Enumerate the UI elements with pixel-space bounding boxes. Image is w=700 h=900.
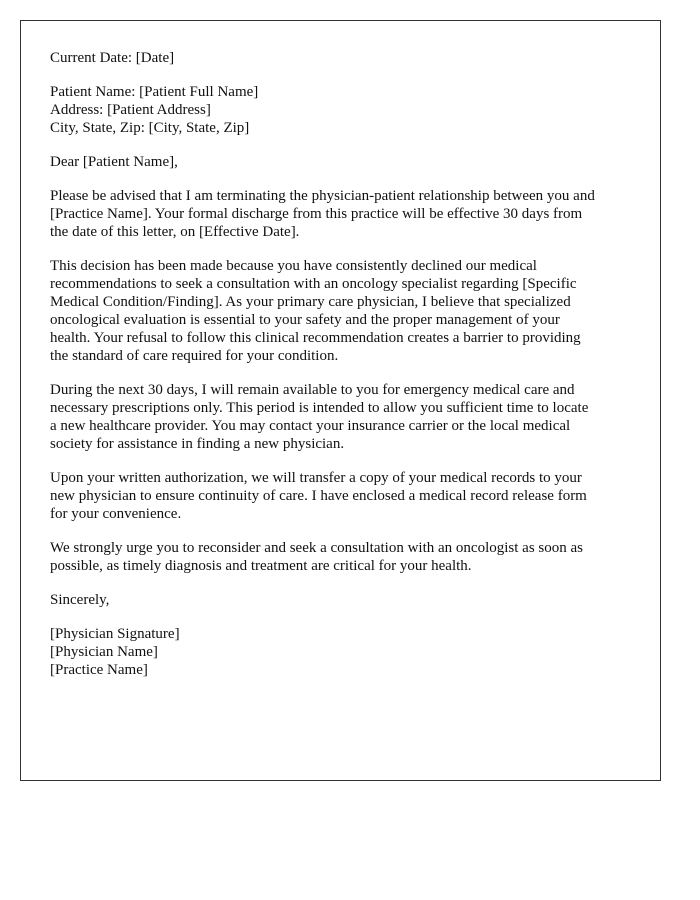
paragraph-line: possible, as timely diagnosis and treatment are critical for your health.	[50, 558, 472, 574]
paragraph-line: a new healthcare provider. You may contact your insurance carrier or the local medical	[50, 418, 571, 434]
paragraph-line: Please be advised that I am terminating the physician-patient relationship between you and	[50, 188, 595, 204]
patient-address-block	[50, 83, 640, 137]
paragraph-line: oncological evaluation is essential to your safety and the proper management of your	[50, 312, 560, 328]
letter-body	[50, 49, 640, 695]
paragraph-line: necessary prescriptions only. This period is intended to allow you sufficient time to locate	[50, 400, 589, 416]
paragraph-line: society for assistance in finding a new physician.	[50, 436, 345, 452]
paragraph-line: We strongly urge you to reconsider and seek a consultation with an oncologist as soon as	[50, 540, 583, 556]
paragraph-line: During the next 30 days, I will remain available to you for emergency medical care and	[50, 382, 575, 398]
signature-block	[50, 625, 640, 679]
paragraph-termination	[50, 187, 640, 241]
patient-city-line: City, State, Zip: [City, State, Zip]	[50, 120, 250, 136]
salutation	[50, 153, 640, 171]
paragraph-line: new physician to ensure continuity of care. I have enclosed a medical record release form	[50, 488, 587, 504]
paragraph-line: the standard of care required for your condition.	[50, 348, 339, 364]
paragraph-line: the date of this letter, on [Effective Date].	[50, 224, 300, 240]
physician-signature: [Physician Signature]	[50, 626, 180, 642]
paragraph-records	[50, 469, 640, 523]
closing	[50, 591, 640, 609]
closing-text: Sincerely,	[50, 592, 110, 608]
paragraph-line: recommendations to seek a consultation with an oncology specialist regarding [Specific	[50, 276, 577, 292]
paragraph-interim-care	[50, 381, 640, 453]
date-line	[50, 49, 640, 67]
paragraph-line: This decision has been made because you have consistently declined our medical	[50, 258, 537, 274]
paragraph-line: for your convenience.	[50, 506, 182, 522]
salutation-text: Dear [Patient Name],	[50, 154, 178, 170]
physician-name: [Physician Name]	[50, 644, 158, 660]
paragraph-line: Medical Condition/Finding]. As your primary care physician, I believe that specialized	[50, 294, 571, 310]
paragraph-reason	[50, 257, 640, 365]
patient-address-line: Address: [Patient Address]	[50, 102, 211, 118]
paragraph-line: Upon your written authorization, we will transfer a copy of your medical records to your	[50, 470, 582, 486]
practice-name: [Practice Name]	[50, 662, 148, 678]
patient-name-line: Patient Name: [Patient Full Name]	[50, 84, 259, 100]
paragraph-urge	[50, 539, 640, 575]
letter-page	[20, 20, 661, 781]
paragraph-line: health. Your refusal to follow this clinical recommendation creates a barrier to providing	[50, 330, 581, 346]
paragraph-line: [Practice Name]. Your formal discharge from this practice will be effective 30 days from	[50, 206, 583, 222]
date-text: Current Date: [Date]	[50, 50, 175, 66]
